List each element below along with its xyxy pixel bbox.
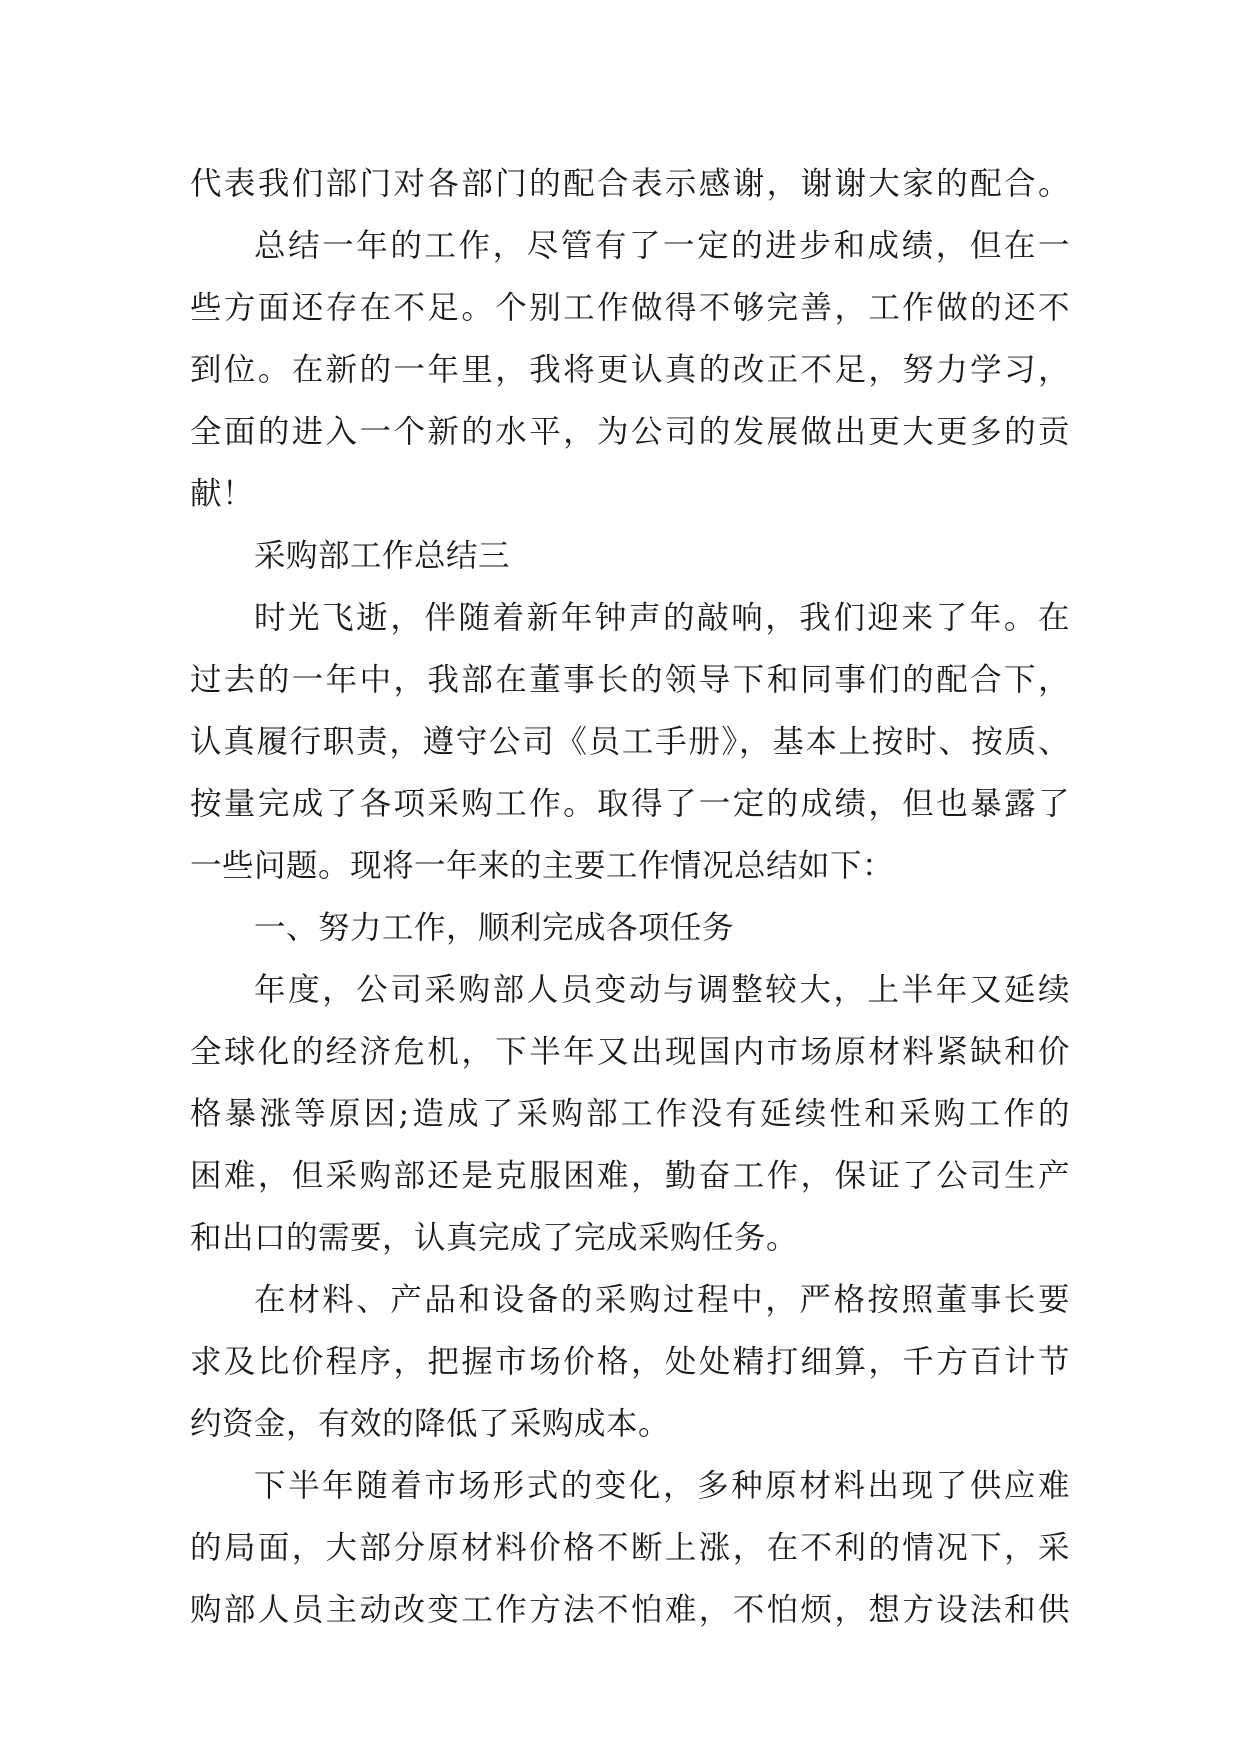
section-heading: 采购部工作总结三	[254, 538, 511, 574]
text-line: 和出口的需要，认真完成了完成采购任务。	[190, 1220, 799, 1256]
text-line: 全面的进入一个新的水平，为公司的发展做出更大更多的贡	[190, 414, 1070, 450]
text-line: 些方面还存在不足。个别工作做得不够完善，工作做的还不	[190, 290, 1070, 326]
text-line: 在材料、产品和设备的采购过程中，严格按照董事长要	[254, 1282, 1070, 1318]
text-line: 约资金，有效的降低了采购成本。	[190, 1406, 671, 1442]
text-line: 认真履行职责，遵守公司《员工手册》，基本上按时、按质、	[190, 724, 1070, 760]
text-line: 格暴涨等原因;造成了采购部工作没有延续性和采购工作的	[190, 1096, 1070, 1132]
text-line: 总结一年的工作，尽管有了一定的进步和成绩，但在一	[254, 228, 1070, 264]
text-line: 献！	[190, 476, 255, 512]
text-line: 全球化的经济危机，下半年又出现国内市场原材料紧缺和价	[190, 1034, 1070, 1070]
subsection-heading: 一、努力工作，顺利完成各项任务	[254, 910, 735, 946]
text-line: 下半年随着市场形式的变化，多种原材料出现了供应难	[254, 1468, 1070, 1504]
text-line: 的局面，大部分原材料价格不断上涨，在不利的情况下，采	[190, 1530, 1070, 1566]
text-line: 一些问题。现将一年来的主要工作情况总结如下：	[190, 848, 895, 884]
text-line: 代表我们部门对各部门的配合表示感谢，谢谢大家的配合。	[190, 166, 1070, 202]
text-line: 按量完成了各项采购工作。取得了一定的成绩，但也暴露了	[190, 786, 1070, 822]
text-line: 到位。在新的一年里，我将更认真的改正不足，努力学习，	[190, 352, 1070, 388]
text-line: 困难，但采购部还是克服困难，勤奋工作，保证了公司生产	[190, 1158, 1070, 1194]
text-line: 求及比价程序，把握市场价格，处处精打细算，千方百计节	[190, 1344, 1070, 1380]
text-line: 过去的一年中，我部在董事长的领导下和同事们的配合下，	[190, 662, 1070, 698]
text-line: 时光飞逝，伴随着新年钟声的敲响，我们迎来了年。在	[254, 600, 1070, 636]
text-line: 购部人员主动改变工作方法不怕难，不怕烦，想方设法和供	[190, 1592, 1070, 1628]
text-line: 年度，公司采购部人员变动与调整较大，上半年又延续	[254, 972, 1070, 1008]
